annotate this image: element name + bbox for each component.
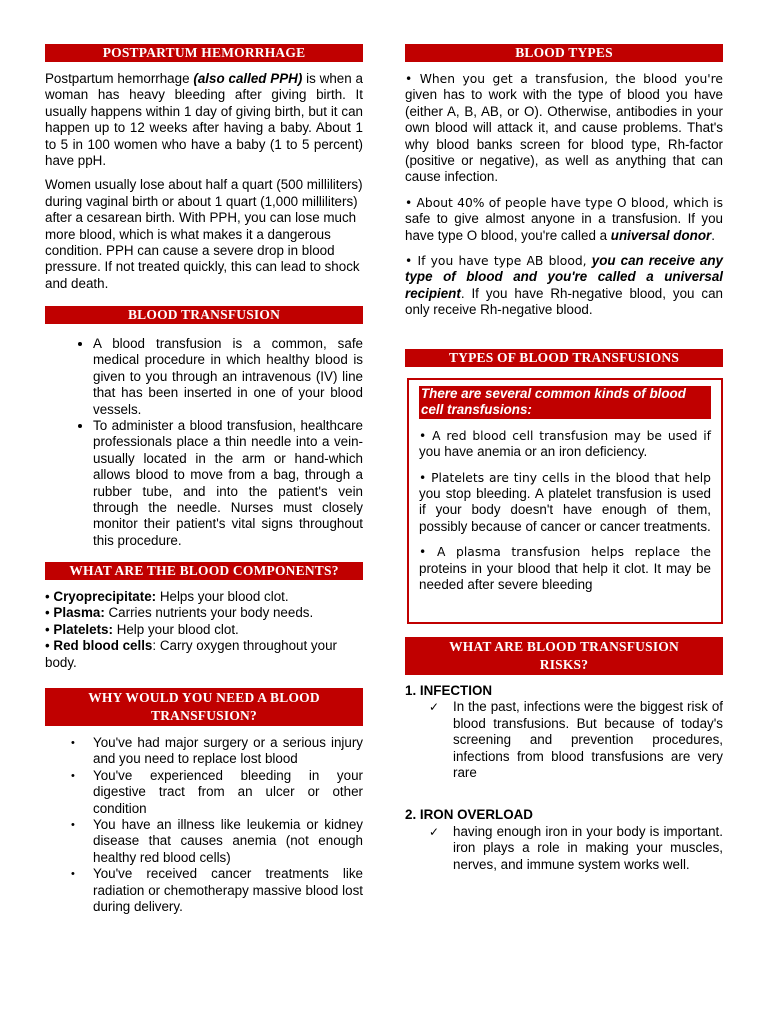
kind-item: [419, 470, 711, 536]
transfusion-kinds-intro: There are several common kinds of blood cell transfusions:: [419, 386, 711, 419]
pph-header: POSTPARTUM HEMORRHAGE: [45, 44, 363, 62]
blood-types-paragraph-1: [405, 71, 723, 186]
types-p1-lead: • When you get a transfusion, the blood you're: [405, 72, 723, 86]
blood-types-paragraph-2: [405, 195, 723, 244]
blood-transfusion-header: BLOOD TRANSFUSION: [45, 306, 363, 324]
why-transfusion-header: [45, 688, 363, 726]
blood-components-header: WHAT ARE THE BLOOD COMPONENTS?: [45, 562, 363, 580]
component-term: Plasma:: [53, 605, 105, 621]
component-item: • Cryoprecipitate: Helps your blood clot.: [45, 589, 289, 604]
risks-header-line-2: RISKS?: [539, 657, 589, 672]
kind-rest: proteins in your blood that help it clot. It may be needed after severe bleeding: [419, 560, 711, 593]
transfusion-risks-section: [405, 683, 723, 873]
risk-iron-title: 2. IRON OVERLOAD: [405, 807, 533, 823]
pph-p1-text: Postpartum hemorrhage: [45, 71, 194, 86]
transfusion-kinds-box: [407, 378, 723, 624]
pph-p1-rest: is when a woman has heavy bleeding after giving birth. It usually happens within 1 day of giving birth, but it can happen up to 12 weeks after having a baby. About 1 to 5 in 100 women who have a baby (1 to 5 percent) have ppH.: [45, 71, 363, 169]
component-item: • Red blood cells: Carry oxygen throughout your body.: [45, 638, 337, 670]
list-item: • To administer a blood transfusion, healthcare professionals place a thin needle into a vein-usually located in the arm or hand-which allows blood to move from a bag, through a rubber tube, and into the patient's vein through the needle. Nurses must closely monitor their patient's vital signs throughout this procedure.: [93, 418, 363, 549]
why-transfusion-section: [45, 735, 363, 915]
kind-rest: you stop bleeding. A platelet transfusion is used if your body doesn't have enough of them, possibly because of cancer or cancer treatments.: [419, 486, 711, 534]
blood-components-section: [45, 589, 363, 671]
list-item: ✓ In the past, infections were the biggest risk of blood transfusions. But because of today's screening and prevention procedures, infections from blood transfusions are very rare: [453, 699, 723, 781]
pph-paragraph-1: [45, 71, 363, 169]
component-item: • Plasma: Carries nutrients your body needs.: [45, 605, 314, 621]
pph-paragraph-2: Women usually lose about half a quart (500 milliliters) during vaginal birth or about 1 quart (1,000 milliliters) after a cesarean birth. With PPH, you can lose much more blood, which is what makes it a dangerous condition. PPH can cause a severe drop in blood pressure. If not treated quickly, this can lead to shock and death.: [45, 177, 363, 291]
list-item: • You've had major surgery or a serious injury and you need to replace lost blood: [93, 735, 363, 768]
component-term: Cryoprecipitate:: [53, 589, 157, 604]
component-desc: Help your blood clot.: [112, 621, 239, 637]
list-item: • You've experienced bleeding in your digestive tract from an ulcer or other condition: [93, 768, 363, 817]
component-term: Platelets:: [53, 621, 113, 637]
why-header-line-1: WHY WOULD YOU NEED A BLOOD: [88, 690, 320, 705]
component-desc: Helps your blood clot.: [156, 589, 289, 604]
blood-types-header: BLOOD TYPES: [405, 44, 723, 62]
component-item: • Platelets: Help your blood clot.: [45, 621, 239, 637]
universal-donor-term: universal donor: [610, 227, 712, 243]
transfusion-risks-header: [405, 637, 723, 675]
risk-infection-list: [405, 699, 723, 781]
transfusion-kinds-list: [409, 428, 721, 594]
list-item: • A blood transfusion is a common, safe medical procedure in which healthy blood is given to you through an intravenous (IV) line that has been inserted in one of your blood vessels.: [93, 336, 363, 418]
component-term: Red blood cells: [53, 638, 153, 654]
blood-transfusion-section: [45, 336, 363, 549]
types-p2-lead: • About 40% of people have type O blood, which is: [405, 195, 723, 210]
types-of-transfusions-header: TYPES OF BLOOD TRANSFUSIONS: [405, 349, 723, 367]
kind-lead: • A plasma transfusion helps replace the: [419, 545, 711, 560]
kind-rest: you have anemia or an iron deficiency.: [419, 444, 648, 460]
universal-recipient-term: you can receive any type of blood and you're called a universal recipient: [405, 253, 723, 301]
types-p3-lead: • If you have type AB blood,: [405, 254, 592, 269]
list-item: • You've received cancer treatments like radiation or chemotherapy massive blood lost during delivery.: [93, 866, 363, 915]
kind-lead: • Platelets are tiny cells in the blood that help: [419, 470, 711, 485]
types-p3-rest: . If you have Rh-negative blood, you can only receive Rh-negative blood.: [405, 285, 723, 318]
types-p1-rest: given has to work with the type of blood you have (either A, B, AB, or O). Otherwise, antibodies in your own blood will attack it, and cause problems. That's why blood banks screen for blood type, Rh-factor (positive or negative), as well as anything that can cause infection.: [405, 87, 723, 185]
kind-item: [419, 428, 711, 461]
risk-infection-title: 1. INFECTION: [405, 683, 493, 698]
component-desc: Carries nutrients your body needs.: [104, 605, 314, 621]
pph-abbrev: (also called PPH): [193, 71, 303, 86]
types-p2-rest: safe to give almost anyone in a transfusion. If you have type O blood, you're called a: [405, 211, 723, 243]
types-p2-end: .: [711, 227, 715, 243]
kind-item: [419, 544, 711, 593]
list-item: ✓ having enough iron in your body is important. iron plays a role in making your muscles, nerves, and immune system works well.: [453, 824, 723, 873]
risks-header-line-1: WHAT ARE BLOOD TRANSFUSION: [449, 639, 679, 654]
blood-types-section: [405, 71, 723, 319]
transfusion-list: [45, 336, 363, 549]
pph-section: [45, 71, 363, 292]
blood-types-paragraph-3: [405, 253, 723, 319]
why-list: [45, 735, 363, 915]
kind-lead: • A red blood cell transfusion may be used if: [419, 428, 711, 443]
why-header-line-2: TRANSFUSION?: [151, 708, 257, 723]
risk-iron-list: [405, 824, 723, 873]
list-item: • You have an illness like leukemia or kidney disease that causes anemia (not enough healthy red blood cells): [93, 817, 363, 866]
component-desc: : Carry oxygen throughout your body.: [45, 638, 337, 670]
